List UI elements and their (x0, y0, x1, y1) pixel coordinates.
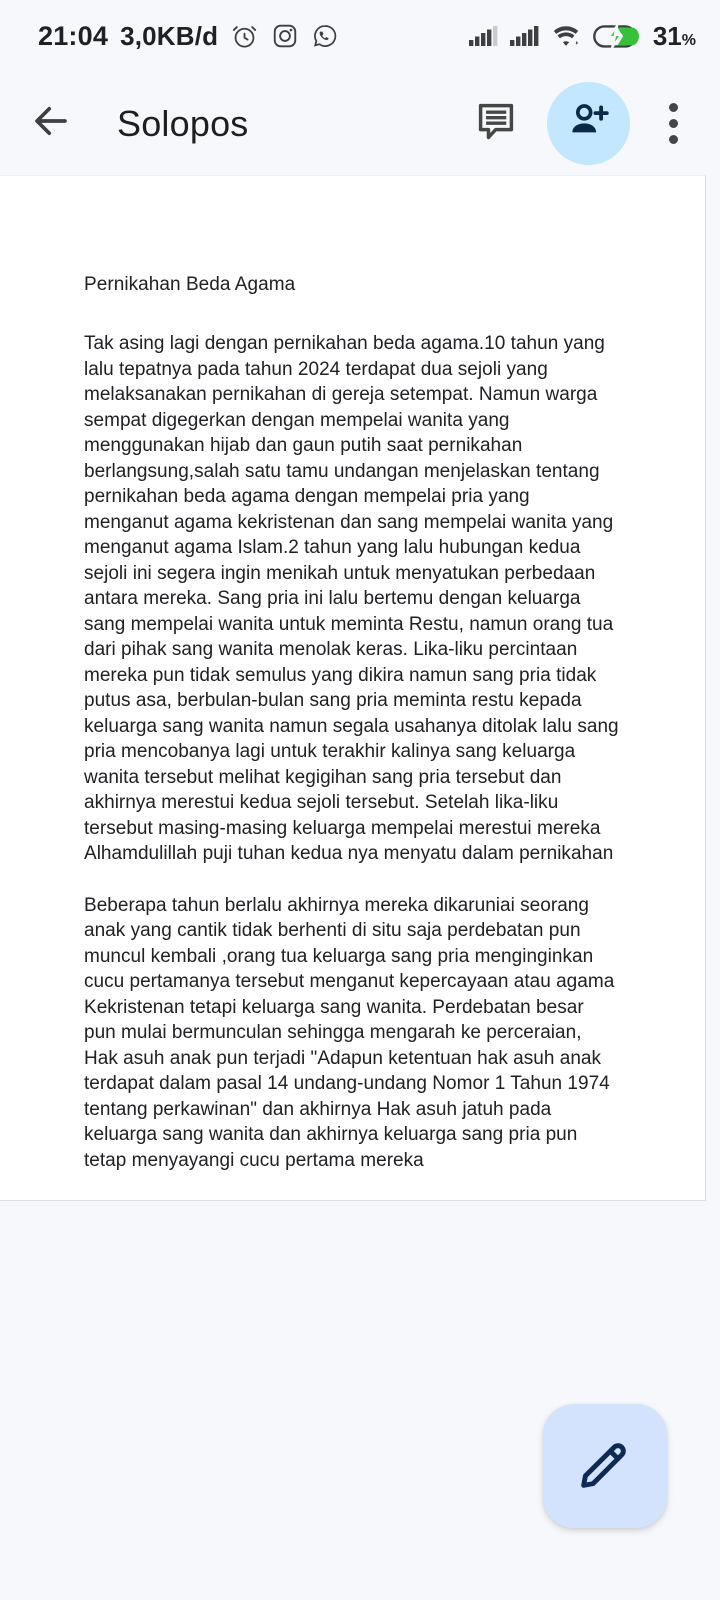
more-vert-icon (669, 103, 678, 144)
app-bar-actions (463, 82, 720, 165)
network-speed: 3,0KB/d (120, 20, 219, 51)
share-add-people-button[interactable] (547, 82, 630, 165)
more-options-button[interactable] (638, 89, 708, 159)
battery-charging-icon (593, 23, 639, 50)
instagram-icon (271, 22, 299, 50)
person-add-icon (567, 99, 611, 148)
status-bar-left (38, 21, 339, 52)
alarm-clock-icon (230, 22, 259, 51)
signal-bars-sim2-icon (509, 24, 539, 48)
comment-icon (474, 99, 518, 148)
document-paragraph: Beberapa tahun berlalu akhirnya mereka dikaruniai seorang anak yang cantik tidak berhenti di situ saja perdebatan pun muncul kembali ,orang tua keluarga sang pria menginginkan cucu pertamanya tersebut menganut kepercayaan atau agama Kekristenan tetapi keluarga sang wanita. Perdebatan besar pun mulai bermunculan sehingga mengarah ke perceraian, Hak asuh anak pun terjadi "Adapun ketentuan hak asuh anak terdapat dalam pasal 14 undang-undang Nomor 1 Tahun 1974 tentang perkawinan" dan akhirnya Hak asuh jatuh pada keluarga sang wanita dan akhirnya keluarga sang pria pun tetap menyayangi cucu pertama mereka (84, 894, 615, 1171)
document-heading: Pernikahan Beda Agama (84, 274, 296, 295)
battery-percent-unit: % (681, 31, 696, 49)
page-title: Solopos (117, 102, 249, 144)
edit-pencil-icon (577, 1436, 633, 1497)
battery-percent-value: 31 (652, 20, 682, 51)
document-body[interactable] (0, 176, 705, 1173)
edit-fab-button[interactable] (543, 1404, 667, 1528)
document-paragraph: Tak asing lagi dengan pernikahan beda agama.10 tahun yang lalu tepatnya pada tahun 2024 terdapat dua sejoli yang melaksanakan pernikahan di gereja setempat. Namun warga sempat digegerkan dengan mempelai wanita yang menggunakan hijab dan gaun putih saat pernikahan berlangsung,salah satu tamu undangan menjelaskan tentang pernikahan beda agama dengan mempelai pria yang menganut agama kekristenan dan sang mempelai wanita yang menganut agama Islam.2 tahun yang lalu hubungan kedua sejoli ini segera ingin menikah untuk menyatukan perbedaan antara mereka. Sang pria ini lalu bertemu dengan keluarga sang mempelai wanita untuk meminta Restu, namun orang tua dari pihak sang wanita menolak keras. Lika-liku percintaan mereka pun tidak semulus yang dikira namun sang pria tidak putus asa, berbulan-bulan sang pria meminta restu kepada keluarga sang wanita namun segala usahanya ditolak lalu sang pria mencobanya lagi untuk terakhir kalinya sang keluarga wanita tersebut melihat kegigihan sang pria tersebut dan akhirnya merestui kedua sejoli tersebut. Setelah lika-liku tersebut masing-masing keluarga mempelai merestui mereka Alhamdulillah puji tuhan kedua nya menyatu dalam pernikahan (84, 333, 619, 864)
comment-button[interactable] (463, 91, 529, 157)
arrow-back-icon (30, 100, 72, 147)
status-time: 21:04 (38, 20, 109, 51)
document-page[interactable] (0, 175, 706, 1201)
wifi-icon (550, 23, 582, 49)
back-button[interactable] (12, 100, 90, 147)
status-bar-right (468, 21, 696, 52)
battery-percent (653, 21, 696, 52)
app-bar (0, 72, 720, 175)
whatsapp-icon (311, 22, 339, 50)
signal-bars-sim1-icon (468, 24, 498, 48)
status-bar (0, 0, 720, 72)
